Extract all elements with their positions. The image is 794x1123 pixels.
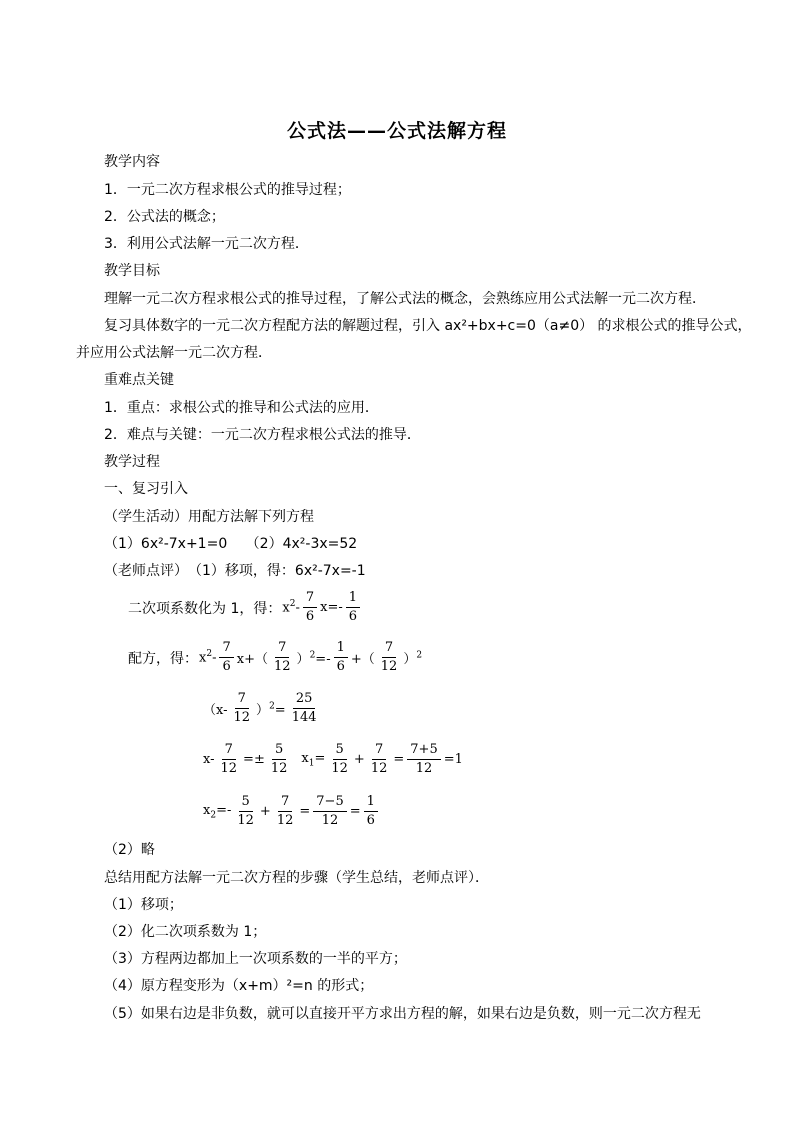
content-item-2: 2．公式法的概念；	[104, 209, 225, 225]
summary-step-3: （3）方程两边都加上一次项系数的一半的平方；	[104, 951, 407, 967]
student-activity: （学生活动）用配方法解下列方程	[104, 509, 314, 525]
fraction: $\frac{1}{6}$	[346, 590, 360, 625]
math-label-normalize: 二次项系数化为 1，得：	[128, 600, 282, 617]
fraction: $\frac{5}{12}$	[237, 794, 254, 828]
math-step-root-x2: $x_2=-$ $\frac{5}{12}$ + $\frac{7}{12}$ = $\frac{7-5}{12}$ = $\frac{1}{6}$	[202, 794, 380, 829]
fraction: $\frac{7}{6}$	[303, 590, 317, 625]
summary-step-5: （5）如果右边是非负数，就可以直接开平方求出方程的解，如果右边是负数，则一元二次方程无	[104, 1006, 701, 1022]
fraction: $\frac{25}{144}$	[291, 691, 317, 725]
fraction: $\frac{1}{6}$	[334, 640, 348, 675]
fraction: $\frac{7-5}{12}$	[313, 794, 346, 829]
math-label-complete-square: 配方，得：	[128, 650, 198, 667]
summary-heading: 总结用配方法解一元二次方程的步骤（学生总结，老师点评）．	[104, 870, 489, 886]
fraction: $\frac{7}{12}$	[380, 640, 398, 674]
fraction: $\frac{7}{12}$	[370, 742, 388, 776]
objective-paragraph-2: 复习具体数字的一元二次方程配方法的解题过程，引入 ax²+bx+c=0（a≠0） 的求根公式的推导公式，	[104, 318, 752, 334]
fraction: $\frac{7}{12}$	[274, 640, 291, 674]
fraction: $\frac{5}{12}$	[331, 742, 348, 776]
section-heading-content: 教学内容	[104, 154, 160, 170]
part-2-omitted: （2）略	[104, 842, 155, 858]
math-step-normalize: 二次项系数化为 1，得： $x^2-$ $\frac{7}{6}$ x=- $\frac{1}{6}$	[128, 590, 362, 625]
objective-paragraph-2-cont: 并应用公式法解一元二次方程．	[76, 345, 272, 361]
content-item-1: 1．一元二次方程求根公式的推导过程；	[104, 182, 351, 198]
objective-paragraph-1: 理解一元二次方程求根公式的推导过程，了解公式法的概念，会熟练应用公式法解一元二次方程．	[104, 291, 706, 307]
teacher-comment: （老师点评） （1）移项，得：6x²-7x=-1	[104, 563, 366, 579]
math-step-square-form: （x- $\frac{7}{12}$ ）$^2$= $\frac{25}{144}$	[202, 691, 322, 726]
keypoint-1: 1．重点：求根公式的推导和公式法的应用．	[104, 400, 379, 416]
page-title: 公式法——公式法解方程	[286, 120, 507, 142]
subsection-review: 一、复习引入	[104, 481, 188, 497]
fraction: $\frac{1}{6}$	[364, 794, 378, 829]
fraction: $\frac{7}{6}$	[219, 640, 233, 675]
summary-step-1: （1）移项；	[104, 897, 183, 913]
math-step-complete-square: 配方，得： $x^2-$ $\frac{7}{6}$ x+（ $\frac{7}{12}$ ）$^2$=- $\frac{1}{6}$ +（ $\frac{7}{12}$ ）$^2$	[128, 640, 423, 674]
keypoint-2: 2．难点与关键：一元二次方程求根公式法的推导．	[104, 427, 421, 443]
content-item-3: 3．利用公式法解一元二次方程．	[104, 236, 309, 252]
equations-list: （1）6x²-7x+1=0 （2）4x²-3x=52	[104, 536, 358, 552]
summary-step-4: （4）原方程变形为（x+m）²=n 的形式；	[104, 978, 374, 994]
fraction: $\frac{7}{12}$	[276, 794, 294, 828]
fraction: $\frac{7}{12}$	[233, 691, 251, 725]
fraction: $\frac{7+5}{12}$	[407, 742, 440, 777]
section-heading-keypoints: 重难点关键	[104, 372, 174, 388]
summary-step-2: （2）化二次项系数为 1；	[104, 924, 267, 940]
fraction: $\frac{5}{12}$	[270, 742, 288, 776]
fraction: $\frac{7}{12}$	[220, 742, 238, 776]
section-heading-process: 教学过程	[104, 454, 160, 470]
math-step-root-x1: x- $\frac{7}{12}$ =± $\frac{5}{12}$ $x_1=$ $\frac{5}{12}$ + $\frac{7}{12}$ = $\frac{7+5}{12}$ =1	[203, 742, 463, 776]
section-heading-objectives: 教学目标	[104, 263, 160, 279]
